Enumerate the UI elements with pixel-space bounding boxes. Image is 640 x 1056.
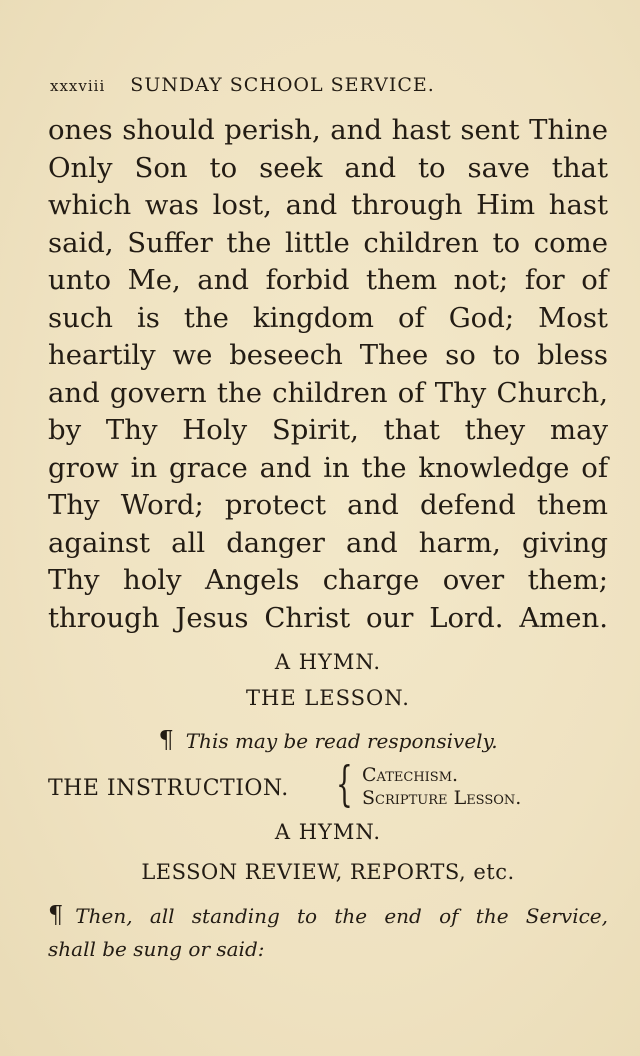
- rubric-standing: [48, 898, 608, 966]
- rubric-responsive: [48, 726, 608, 754]
- prayer-line: which was lost, and through Him hast: [48, 189, 608, 221]
- instruction-item-scripture: Scripture Lesson.: [362, 787, 522, 809]
- rubric-line-text: Then, all standing to the end of the Service,: [75, 904, 608, 928]
- instruction-items: [362, 764, 521, 810]
- prayer-line: unto Me, and forbid them not; for of: [48, 264, 608, 296]
- prayer-line: heartily we beseech Thee so to bless: [48, 339, 608, 371]
- review-heading: LESSON REVIEW, REPORTS, etc.: [141, 860, 515, 884]
- instruction-block: [48, 756, 608, 812]
- rubric-line: shall be sung or said:: [48, 937, 265, 961]
- prayer-line: grow in grace and in the knowledge of: [48, 451, 608, 484]
- prayer-line: said, Suffer the little children to come: [48, 226, 608, 259]
- page-folio: xxxviii: [50, 77, 106, 95]
- hymn-heading-2: A HYMN.: [274, 820, 382, 844]
- running-head-title: SUNDAY SCHOOL SERVICE.: [130, 74, 435, 96]
- prayer-line: and govern the children of Thy Church,: [48, 376, 608, 409]
- hymn-heading: A HYMN.: [274, 650, 382, 674]
- running-head: [50, 74, 610, 96]
- pilcrow-icon: ¶: [48, 901, 64, 929]
- brace-icon: {: [336, 756, 353, 812]
- instruction-item-catechism: Catechism.: [362, 764, 459, 786]
- prayer-line: ones should perish, and hast sent Thine: [48, 114, 608, 146]
- pilcrow-icon: ¶: [158, 726, 174, 754]
- instruction-label: THE INSTRUCTION.: [48, 776, 289, 801]
- rubric-line: [48, 898, 608, 932]
- prayer-line: such is the kingdom of God; Most: [48, 301, 608, 334]
- prayer-line: Only Son to seek and to save that: [48, 151, 608, 184]
- prayer-line: Thy Word; protect and defend them: [48, 489, 608, 521]
- lesson-heading: THE LESSON.: [246, 686, 410, 710]
- prayer-line: by Thy Holy Spirit, that they may: [48, 414, 608, 446]
- prayer-line: Thy holy Angels charge over them;: [48, 564, 608, 596]
- prayer-line: through Jesus Christ our Lord. Amen.: [48, 601, 608, 634]
- prayer-line: against all danger and harm, giving: [48, 526, 608, 559]
- prayer-text: [48, 112, 608, 637]
- rubric-text: This may be read responsively.: [185, 729, 498, 753]
